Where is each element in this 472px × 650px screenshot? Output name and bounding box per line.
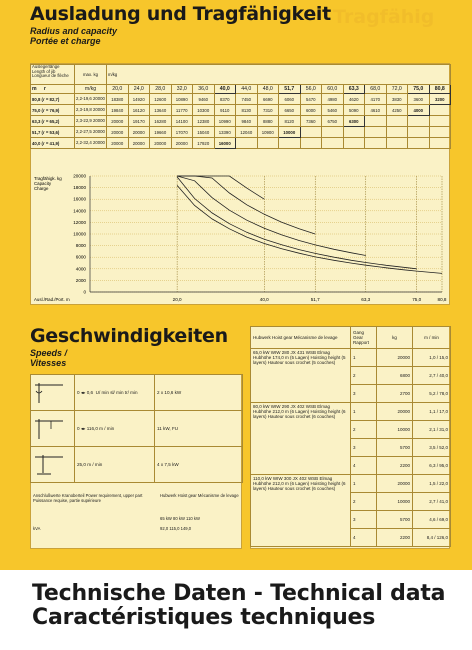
y-axis-label: Tragfähigk. kg Capacity Charge xyxy=(34,176,62,191)
trolley-speed: 0 ◂▸ 116,0 m / min xyxy=(75,411,155,447)
trolley-power: 11 kW, FU xyxy=(155,411,243,447)
max-capacity: 2,2-32,4 20000 xyxy=(75,138,107,149)
max-capacity: 2,2-19,6 20000 xyxy=(75,94,107,105)
capacity-cell: 10300 xyxy=(193,105,215,116)
capacity-cell: 4170 xyxy=(365,94,387,105)
y-tick-label: 20000 xyxy=(73,173,86,179)
gear-speed: 1,0 / 15,0 xyxy=(413,349,451,367)
capacity-cell: 16000 xyxy=(214,138,236,149)
capacity-cell: 10900 xyxy=(257,127,279,138)
capacity-cell xyxy=(408,127,430,138)
capacity-row xyxy=(31,116,451,127)
travel-icon-cell xyxy=(31,447,75,483)
travel-crane-icon xyxy=(33,451,65,477)
subtitle-fr: Portée et charge xyxy=(30,36,101,46)
radius-header: 40,0 xyxy=(214,85,236,94)
capacity-cell: 14920 xyxy=(128,94,150,105)
capacity-cell: 20000 xyxy=(150,138,172,149)
jib-length: 80,8 (r = 82,7) xyxy=(31,94,75,105)
capacity-cell: 20000 xyxy=(171,138,193,149)
subtitle-en: Radius and capacity xyxy=(30,26,118,36)
capacity-cell: 9110 xyxy=(214,105,236,116)
gear-speed: 5,2 / 78,0 xyxy=(413,385,451,403)
gear-speed: 3,5 / 52,0 xyxy=(413,439,451,457)
x-tick-label: 80,8 xyxy=(437,297,447,302)
trolley-crane-icon xyxy=(33,415,65,441)
max-capacity: 2,3-22,9 20000 xyxy=(75,116,107,127)
gear-gear: 1 xyxy=(351,403,377,421)
speeds-subtitle-fr: Vitesses xyxy=(30,358,67,368)
hoist-gear-table xyxy=(250,326,451,547)
jib-length: 51,7 (r = 53,6) xyxy=(31,127,75,138)
capacity-cell: 8130 xyxy=(236,105,258,116)
speeds-title: Geschwindigkeiten xyxy=(30,325,228,347)
gear-kg: 2700 xyxy=(377,385,413,403)
radius-header: 24,0 xyxy=(128,85,150,94)
hoist-kva-values: 92,0 115,0 149,0 xyxy=(160,526,192,531)
capacity-cell: 10990 xyxy=(214,116,236,127)
gear-speed: 2,7 / 40,0 xyxy=(413,367,451,385)
capacity-cell: 20000 xyxy=(128,138,150,149)
capacity-cell: 8880 xyxy=(257,116,279,127)
y-tick-label: 12000 xyxy=(73,219,86,225)
capacity-cell xyxy=(429,138,451,149)
speeds-subtitle-en: Speeds / xyxy=(30,348,68,358)
capacity-cell xyxy=(300,138,322,149)
capacity-cell: 6750 xyxy=(322,116,344,127)
capacity-cell: 6000 xyxy=(300,105,322,116)
bleed-through-title: Tragfähig xyxy=(333,6,435,28)
unit-mkg: m/kg xyxy=(75,85,107,94)
y-tick-label: 14000 xyxy=(73,208,86,214)
x-tick-label: 63,3 xyxy=(361,297,371,302)
capacity-cell: 6060 xyxy=(279,94,301,105)
gear-row xyxy=(251,475,451,493)
capacity-cell xyxy=(408,116,430,127)
capacity-cell: 4620 xyxy=(343,94,365,105)
capacity-cell: 7310 xyxy=(257,105,279,116)
radius-header: 63,3 xyxy=(343,85,365,94)
gear-gear: 3 xyxy=(351,511,377,529)
y-tick-label: 18000 xyxy=(73,185,86,191)
unit-m: m r xyxy=(31,85,75,94)
capacity-cell xyxy=(386,116,408,127)
capacity-cell: 10000 xyxy=(279,127,301,138)
x-tick-label: 40,0 xyxy=(259,297,269,302)
capacity-cell xyxy=(322,127,344,138)
capacity-cell: 6300 xyxy=(343,116,365,127)
travel-speed: 25,0 m / min xyxy=(75,447,155,483)
capacity-cell: 9840 xyxy=(236,116,258,127)
gear-gear: 3 xyxy=(351,385,377,403)
gear-gear: 2 xyxy=(351,367,377,385)
jib-length: 75,0 (r = 76,9) xyxy=(31,105,75,116)
slewing-power: 2 x 10,6 kW xyxy=(155,375,243,411)
series-line-75,0 xyxy=(177,177,417,269)
capacity-table xyxy=(30,64,451,149)
capacity-cell: 10890 xyxy=(171,94,193,105)
power-requirement-label: Anschlußwerte Kranoberteil Power requirement, upper part Puissance requise, partie supérieure xyxy=(33,493,143,503)
capacity-cell: 4980 xyxy=(322,94,344,105)
gear-kg: 20000 xyxy=(377,349,413,367)
capacity-cell xyxy=(322,138,344,149)
max-kg-header: max. kg xyxy=(75,65,107,85)
gear-gear: 4 xyxy=(351,529,377,547)
capacity-cell: 9460 xyxy=(193,94,215,105)
y-tick-label: 10000 xyxy=(73,231,86,237)
y-tick-label: 6000 xyxy=(75,254,86,260)
travel-power: 4 x 7,5 kW xyxy=(155,447,243,483)
series-line-80,8 xyxy=(177,185,442,273)
capacity-cell xyxy=(300,127,322,138)
x-tick-label: 75,0 xyxy=(412,297,422,302)
capacity-row xyxy=(31,138,451,149)
gear-kg: 20000 xyxy=(377,475,413,493)
capacity-cell: 19840 xyxy=(107,105,129,116)
hoist-kw-options: 65 kW 80 kW 110 kW xyxy=(160,516,200,521)
y-tick-label: 0 xyxy=(83,289,86,295)
capacity-cell: 7360 xyxy=(300,116,322,127)
trolley-icon-cell xyxy=(31,411,75,447)
gear-gear: 2 xyxy=(351,493,377,511)
capacity-cell: 3830 xyxy=(386,94,408,105)
capacity-cell: 4000 xyxy=(408,105,430,116)
speed-col-header: m / min xyxy=(413,327,451,349)
capacity-cell: 6690 xyxy=(257,94,279,105)
kg-col-header: kg xyxy=(377,327,413,349)
gear-speed: 4,6 / 69,0 xyxy=(413,511,451,529)
capacity-cell xyxy=(386,138,408,149)
capacity-cell: 12380 xyxy=(193,116,215,127)
y-tick-label: 16000 xyxy=(73,196,86,202)
radius-header: 68,0 xyxy=(365,85,387,94)
capacity-cell: 17070 xyxy=(171,127,193,138)
capacity-cell: 12040 xyxy=(236,127,258,138)
gear-row xyxy=(251,349,451,367)
hoist-motor-desc: 110,0 kW WIW 300 JX 402 WSB Elmag Hubhöhe 212,0 m (6 Lagen) Hoisting height (6 layers) Hauteur sous crochet (6 couches) xyxy=(251,475,351,547)
capacity-cell: 20000 xyxy=(107,116,129,127)
capacity-cell: 13390 xyxy=(214,127,236,138)
capacity-row xyxy=(31,94,451,105)
capacity-cell: 4610 xyxy=(365,105,387,116)
capacity-cell: 16120 xyxy=(128,105,150,116)
capacity-cell: 12600 xyxy=(150,94,172,105)
gear-gear: 1 xyxy=(351,475,377,493)
slewing-icon-cell xyxy=(31,375,75,411)
capacity-cell xyxy=(408,138,430,149)
gear-row xyxy=(251,403,451,421)
x-axis-label: Ausl./Rad./Port. m xyxy=(34,297,70,302)
radius-header: 44,0 xyxy=(236,85,258,94)
mkg-header: m/kg xyxy=(107,65,451,85)
gear-gear: 1 xyxy=(351,349,377,367)
radius-header: 51,7 xyxy=(279,85,301,94)
capacity-cell xyxy=(236,138,258,149)
capacity-cell: 8370 xyxy=(214,94,236,105)
capacity-cell xyxy=(343,127,365,138)
capacity-cell: 18380 xyxy=(107,94,129,105)
x-tick-label: 20,0 xyxy=(172,297,182,302)
footer-title-line1: Technische Daten - Technical data xyxy=(32,581,446,606)
y-tick-label: 8000 xyxy=(75,243,86,249)
capacity-cell: 5090 xyxy=(343,105,365,116)
gear-speed: 1,1 / 17,0 xyxy=(413,403,451,421)
gear-col-header: Gang Gear Rapport xyxy=(351,327,377,349)
capacity-cell: 8120 xyxy=(279,116,301,127)
capacity-cell: 19170 xyxy=(128,116,150,127)
capacity-cell xyxy=(386,127,408,138)
gear-gear: 4 xyxy=(351,457,377,475)
capacity-cell: 20000 xyxy=(107,127,129,138)
page-title: Ausladung und Tragfähigkeit xyxy=(30,3,331,25)
gear-kg: 5700 xyxy=(377,439,413,457)
max-capacity: 2,3-19,8 20000 xyxy=(75,105,107,116)
gear-speed: 1,5 / 22,0 xyxy=(413,475,451,493)
slewing-crane-icon xyxy=(33,379,65,405)
slewing-units: U/ min sl/ min tr/ min xyxy=(95,390,138,395)
capacity-cell: 17920 xyxy=(193,138,215,149)
radius-header: 48,0 xyxy=(257,85,279,94)
capacity-cell xyxy=(343,138,365,149)
max-capacity: 2,2-27,5 20000 xyxy=(75,127,107,138)
radius-header: 28,0 xyxy=(150,85,172,94)
capacity-cell: 20000 xyxy=(107,138,129,149)
capacity-cell xyxy=(429,127,451,138)
capacity-cell: 13640 xyxy=(150,105,172,116)
capacity-cell: 14100 xyxy=(171,116,193,127)
hoist-col-header: Hubwerk Hoist gear Mécanisme de levage xyxy=(251,327,351,349)
gear-kg: 5700 xyxy=(377,511,413,529)
radius-header: 60,0 xyxy=(322,85,344,94)
capacity-cell xyxy=(429,105,451,116)
hoist-gear-label: Hubwerk Hoist gear Mécanisme de levage xyxy=(160,493,239,498)
radius-header: 56,0 xyxy=(300,85,322,94)
capacity-cell xyxy=(279,138,301,149)
radius-header: 20,0 xyxy=(107,85,129,94)
capacity-cell: 20000 xyxy=(128,127,150,138)
series-line-63,3 xyxy=(177,176,366,256)
capacity-cell: 6650 xyxy=(279,105,301,116)
capacity-cell: 15040 xyxy=(193,127,215,138)
capacity-cell xyxy=(365,116,387,127)
capacity-cell: 3200 xyxy=(429,94,451,105)
capacity-cell: 16280 xyxy=(150,116,172,127)
gear-speed: 8,4 / 126,0 xyxy=(413,529,451,547)
capacity-cell: 11770 xyxy=(171,105,193,116)
hoist-motor-desc: 80,0 kW WIW 290 JX 402 WSB Elmag Hubhöhe 212,0 m (6 Lagen) Hoisting height (6 layers) Hauteur sous crochet (6 couches) xyxy=(251,403,351,475)
capacity-cell xyxy=(257,138,279,149)
capacity-cell: 4250 xyxy=(386,105,408,116)
capacity-cell: 19660 xyxy=(150,127,172,138)
radius-header: 75,0 xyxy=(408,85,430,94)
gear-kg: 20000 xyxy=(377,403,413,421)
gear-gear: 3 xyxy=(351,439,377,457)
capacity-row xyxy=(31,105,451,116)
capacity-chart xyxy=(30,170,450,304)
radius-header: 80,8 xyxy=(429,85,451,94)
power-unit: kVA xyxy=(33,526,41,531)
capacity-cell xyxy=(365,127,387,138)
jib-length: 63,3 (r = 65,2) xyxy=(31,116,75,127)
capacity-cell: 5470 xyxy=(300,94,322,105)
hoist-motor-desc: 65,0 kW WIW 280 JX 431 WSB Elmag Hubhöhe 174,0 m (5 Lagen) Hoisting height (5 layers) Hauteur sous crochet (5 couches) xyxy=(251,349,351,403)
footer-title-line2: Caractéristiques techniques xyxy=(32,605,376,630)
slewing-speed: 0 ◂▸ 0,6 U/ min sl/ min tr/ min xyxy=(75,375,155,411)
x-tick-label: 51,7 xyxy=(310,297,320,302)
gear-speed: 2,1 / 31,0 xyxy=(413,421,451,439)
gear-kg: 2200 xyxy=(377,529,413,547)
series-line-51,7 xyxy=(177,176,315,234)
gear-speed: 2,7 / 41,0 xyxy=(413,493,451,511)
footer-band xyxy=(0,570,472,650)
jib-length: 40,0 (r = 41,9) xyxy=(31,138,75,149)
jib-length-header: Auslegerlänge Length of jib Longueur de flèche xyxy=(31,65,75,85)
capacity-cell: 5460 xyxy=(322,105,344,116)
gear-gear: 2 xyxy=(351,421,377,439)
radius-header: 72,0 xyxy=(386,85,408,94)
gear-speed: 6,3 / 95,0 xyxy=(413,457,451,475)
capacity-cell xyxy=(429,116,451,127)
y-tick-label: 2000 xyxy=(75,277,86,283)
speeds-table xyxy=(30,374,243,483)
gear-kg: 6800 xyxy=(377,367,413,385)
capacity-cell xyxy=(365,138,387,149)
capacity-row xyxy=(31,127,451,138)
gear-kg: 10000 xyxy=(377,421,413,439)
y-tick-label: 4000 xyxy=(75,266,86,272)
capacity-cell: 7450 xyxy=(236,94,258,105)
gear-kg: 10000 xyxy=(377,493,413,511)
radius-header: 32,0 xyxy=(171,85,193,94)
gear-kg: 2200 xyxy=(377,457,413,475)
radius-header: 36,0 xyxy=(193,85,215,94)
capacity-cell: 3600 xyxy=(408,94,430,105)
